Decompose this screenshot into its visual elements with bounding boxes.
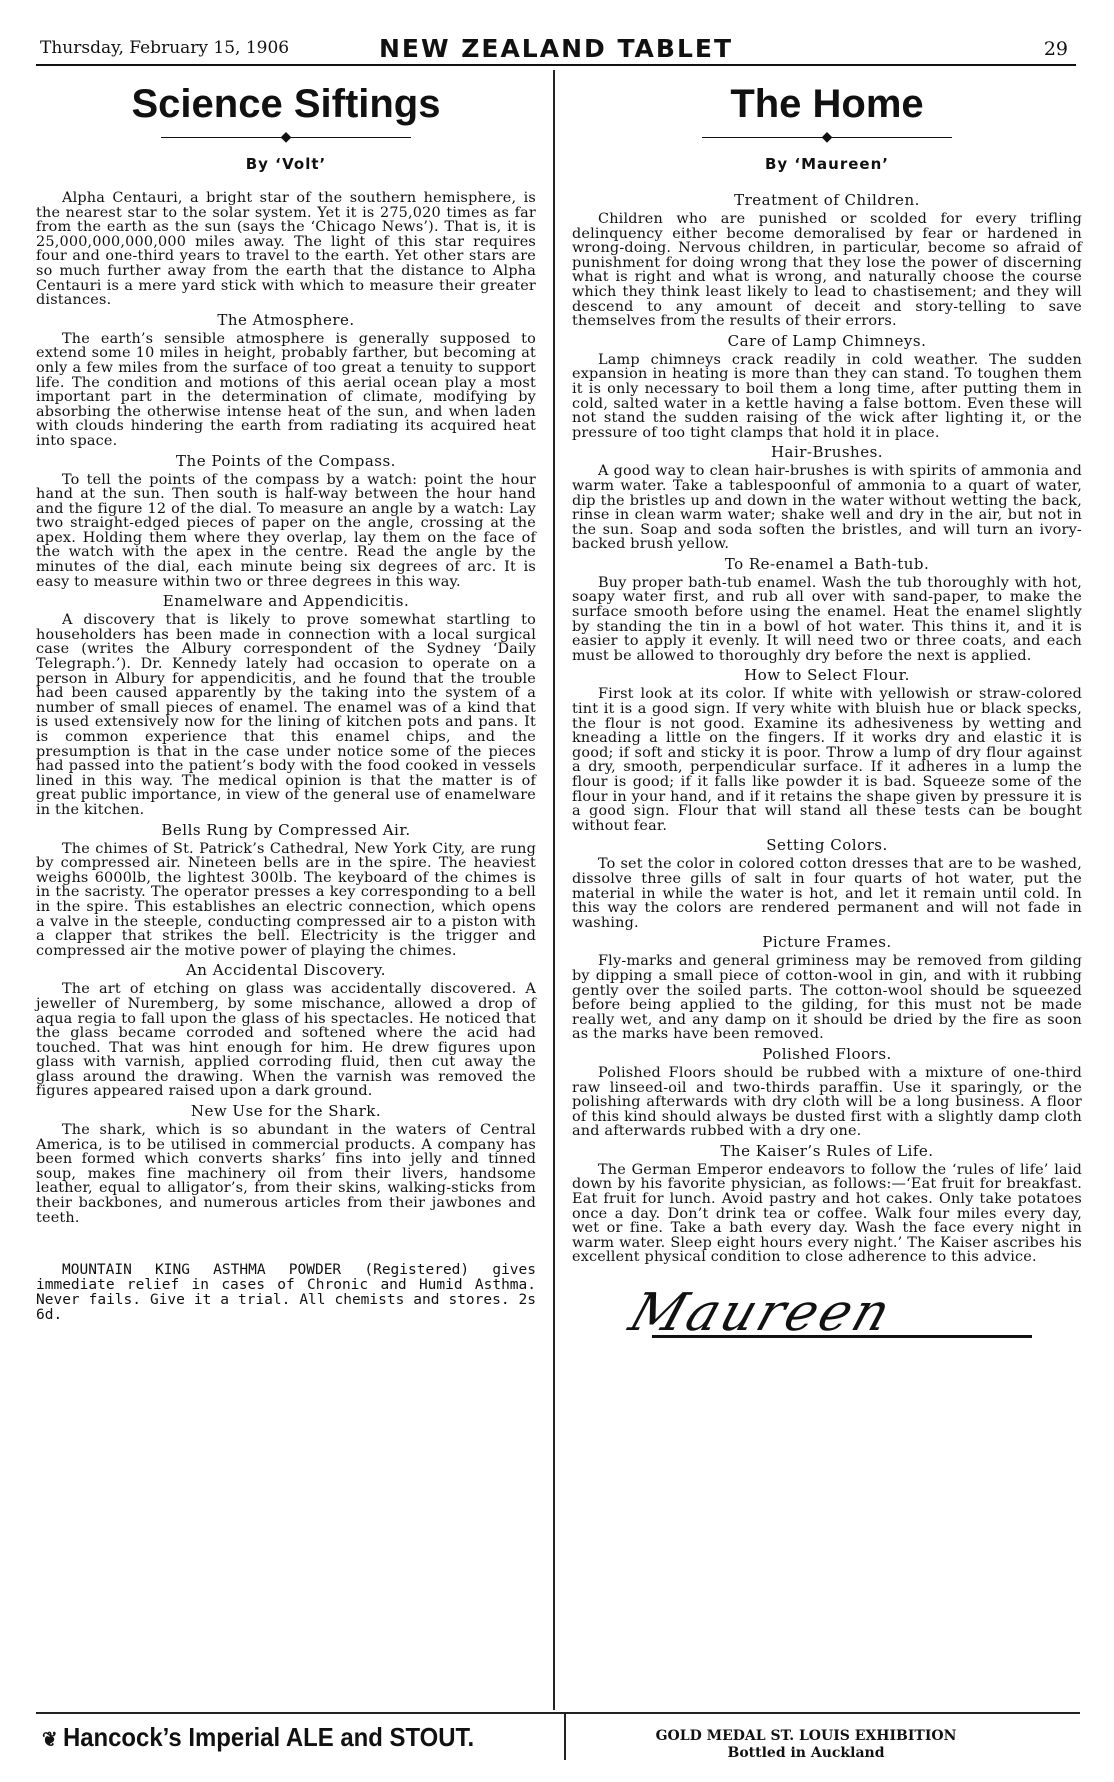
bottled-line: Bottled in Auckland [727,1745,885,1761]
column-title: The Home [730,82,924,126]
the-home-column [572,72,1082,1344]
section-heading: How to Select Flour. [744,666,910,685]
emblem-icon: ❦ [42,1729,58,1751]
section-text: The chimes of St. Patrick’s Cathedral, New York City, are rung by compressed air. Nineteen bells are in the spire. The heaviest weighs 6000lb, the lightest 300lb. The keyboard of the chimes is in the sacristy. The operator presses a key corresponding to a bell in the spire. This establishes an electric connection, which opens a valve in the steeple, conducting compressed air to a piston with a clapper that strikes the bell. Electricity is the trigger and compressed air the motive power of playing the chimes. [36,840,536,959]
section-text: Polished Floors should be rubbed with a mixture of one-third raw linseed-oil and two-thirds paraffin. Use it sparingly, or the polishing afterwards with dry cloth will be a long business. A floor of this kind should always be dusted first with a slightly damp cloth and afterwards rubbed with a dry one. [572,1064,1082,1140]
asthma-powder-advertisement: MOUNTAIN KING ASTHMA POWDER (Registered) gives immediate relief in cases of Chronic and Humid Asthma. Never fails. Give it a trial. All chemists and stores. 2s 6d. [36,1262,536,1324]
section-heading: New Use for the Shark. [190,1102,382,1121]
section-text: Fly-marks and general griminess may be removed from gilding by dipping a small piece of cotton-wool in gin, and with it rubbing gently over the soiled parts. The cotton-wool should be squeezed before being applied to the gilding, for this must not be made really wet, and any damp on it should be dried by the fire as soon as the marks have been removed. [572,953,1082,1043]
section-heading: The Kaiser’s Rules of Life. [720,1141,934,1160]
page-footer [36,1712,1080,1764]
column-title: Science Siftings [131,82,441,126]
section-heading: Setting Colors. [766,836,888,855]
section-text: The art of etching on glass was accidentally discovered. A jeweller of Nuremberg, by some mischance, allowed a drop of aqua regia to fall upon the glass of his spectacles. He noticed that the glass became corroded and softened where the acid had touched. That was hint enough for him. He drew figures upon glass with varnish, applied corroding fluid, then cut away the glass around the drawing. When the varnish was removed the figures appeared raised upon a dark ground. [36,981,536,1100]
section-text: A discovery that is likely to prove somewhat startling to householders has been made in connection with a local surgical case (writes the Albury correspondent of the Sydney ‘Daily Telegraph.’). Dr. Kennedy lately had occasion to operate on a person in Albury for appendicitis, and he found that the trouble had been caused apparently by the taking into the system of a number of small pieces of enamel. The enamel was of a kind that is used extensively now for the lining of kitchen pots and pans. It is common experience that this enamel chips, and the presumption is that in the case under notice some of the pieces had passed into the patient’s body with the food cooked in vessels lined in this way. The medical opinion is that the matter is of great public importance, in view of the general use of enamelware in the kitchen. [36,612,536,818]
section-heading: Enamelware and Appendicitis. [162,592,410,611]
ale-ad-text: Hancock’s Imperial ALE and STOUT. [62,1722,475,1752]
gold-medal-notice [596,1728,1016,1762]
section-text: To set the color in colored cotton dresses that are to be washed, dissolve three gills of salt in four quarts of hot water, put the material in while the water is hot, and let it remain until cold. In this way the colors are rendered permanent and will not fade in washing. [572,856,1082,931]
section-heading: To Re-enamel a Bath-tub. [724,554,930,573]
byline: By ‘Maureen’ [765,155,889,173]
section-text: To tell the points of the compass by a watch: point the hour hand at the sun. Then south is half-way between the hour hand and the figure 12 of the dial. To measure an angle by a watch: Lay two straight-edged pieces of paper on the angle, crossing at the apex. Holding them where they overlap, lay them on the face of the watch with the apex in the centre. Read the angle by the minutes of the dial, each minute being six degrees of arc. It is easy to measure within two or three degrees in this way. [36,471,536,590]
section-heading: Hair-Brushes. [770,443,884,462]
hancocks-ale-advertisement [42,1722,474,1753]
section-text: Lamp chimneys crack readily in cold weather. The sudden expansion in heating is more than they can stand. To toughen them it is only necessary to boil them a long time, after putting them in cold, salted water in a kettle having a false bottom. Even these will not stand the sudden raising of the wick after lighting it, or the pressure of too tight clamps that hold it in place. [572,351,1082,441]
column-divider [553,70,555,1710]
section-heading: The Atmosphere. [217,310,355,329]
publication-title: NEW ZEALAND TABLET [378,34,734,63]
section-heading: Bells Rung by Compressed Air. [161,820,411,839]
section-heading: An Accidental Discovery. [185,961,387,980]
section-heading: Treatment of Children. [734,191,920,209]
section-heading: Care of Lamp Chimneys. [727,331,927,350]
page-number: 29 [1043,38,1068,60]
section-text: The German Emperor endeavors to follow the ‘rules of life’ laid down by his favorite physician, as follows:—‘Eat fruit for breakfast. Eat fruit for lunch. Avoid pastry and hot cakes. Only take potatoes once a day. Don’t drink tea or coffee. Walk four miles every day, wet or fine. Take a bath every day. Wash the face every night in warm water. Sleep eight hours every night.’ The Kaiser ascribes his excellent physical condition to close adherence to this advice. [572,1161,1082,1266]
intro-paragraph: Alpha Centauri, a bright star of the southern hemisphere, is the nearest star to the solar system. Yet it is 275,020 times as far from the earth as the sun (says the ‘Chicago News’). That is, it is 25,000,000,000,000 miles away. The light of this star requires four and one-third years to travel to the earth. Yet other stars are so much further away from the earth that the distance to Alpha Centauri is a mere yard stick with which to measure their greater distances. [36,190,536,309]
byline: By ‘Volt’ [245,155,327,173]
issue-date: Thursday, February 15, 1906 [40,38,290,58]
section-heading: The Points of the Compass. [176,451,396,470]
section-text: Buy proper bath-tub enamel. Wash the tub thoroughly with hot, soapy water first, and rub all over with sand-paper, to make the surface smooth before using the enamel. Heat the enamel slightly by standing the tin in a bowl of hot water. This thins it, and it is easier to apply it evenly. It will need two or three coats, and each must be allowed to thoroughly dry before the next is applied. [572,574,1082,664]
footer-divider [564,1714,566,1760]
section-text: Children who are punished or scolded for every trifling delinquency either become demoralised by fear or hardened in wrong-doing. Nervous children, in particular, become so afraid of punishment for doing wrong that they lose the power of discerning what is right and what is wrong, and naturally choose the course which they think least likely to lead to chastisement; and they will descend to any amount of deceit and story-telling to save themselves from the results of their errors. [572,211,1082,330]
science-siftings-column [36,72,536,1338]
page-header [36,34,1076,66]
title-ornament: ◆ [36,129,536,145]
section-text: The shark, which is so abundant in the waters of Central America, is to be utilised in commercial products. A company has been formed which converts sharks’ fins into jelly and tinned soup, makes fine machinery oil from their livers, handsome leather, equal to alligator’s, from their skins, walking-sticks from their backbones, and numerous articles from their jawbones and teeth. [36,1122,536,1226]
maureen-signature: Maureen [622,1283,901,1344]
section-text: The earth’s sensible atmosphere is generally supposed to extend some 10 miles in height, probably farther, but becoming at only a few miles from the surface of too great a tenuity to support life. The condition and motions of this aerial ocean play a most important part in the determination of climate, modifying by absorbing the otherwise intense heat of the sun, and when laden with clouds hindering the earth from radiating its acquired heat into space. [36,330,536,449]
section-text: First look at its color. If white with yellowish or straw-colored tint it is a good sign. If very white with bluish hue or black specks, the flour is not good. Examine its adhesiveness by wetting and kneading a little on the fingers. If it works dry and elastic it is good; if soft and sticky it is poor. Throw a lump of dry flour against a dry, smooth, perpendicular surface. If it adheres in a lump the flour is good; if it falls like powder it is bad. Squeeze some of the flour in your hand, and if it retains the shape given by pressure it is a good sign. Flour that will stand all these tests can be bought without fear. [572,686,1082,834]
title-ornament: ◆ [572,129,1082,145]
section-heading: Polished Floors. [762,1044,892,1063]
section-heading: Picture Frames. [762,933,892,952]
section-text: A good way to clean hair-brushes is with spirits of ammonia and warm water. Take a tablespoonful of ammonia to a quart of water, dip the bristles up and down in the water without wetting the back, rinse in clean warm water; shake well and dry in the air, but not in the sun. Soap and soda soften the bristles, and will turn an ivory-backed brush yellow. [572,463,1082,553]
gold-medal-line: GOLD MEDAL ST. LOUIS EXHIBITION [655,1728,957,1744]
